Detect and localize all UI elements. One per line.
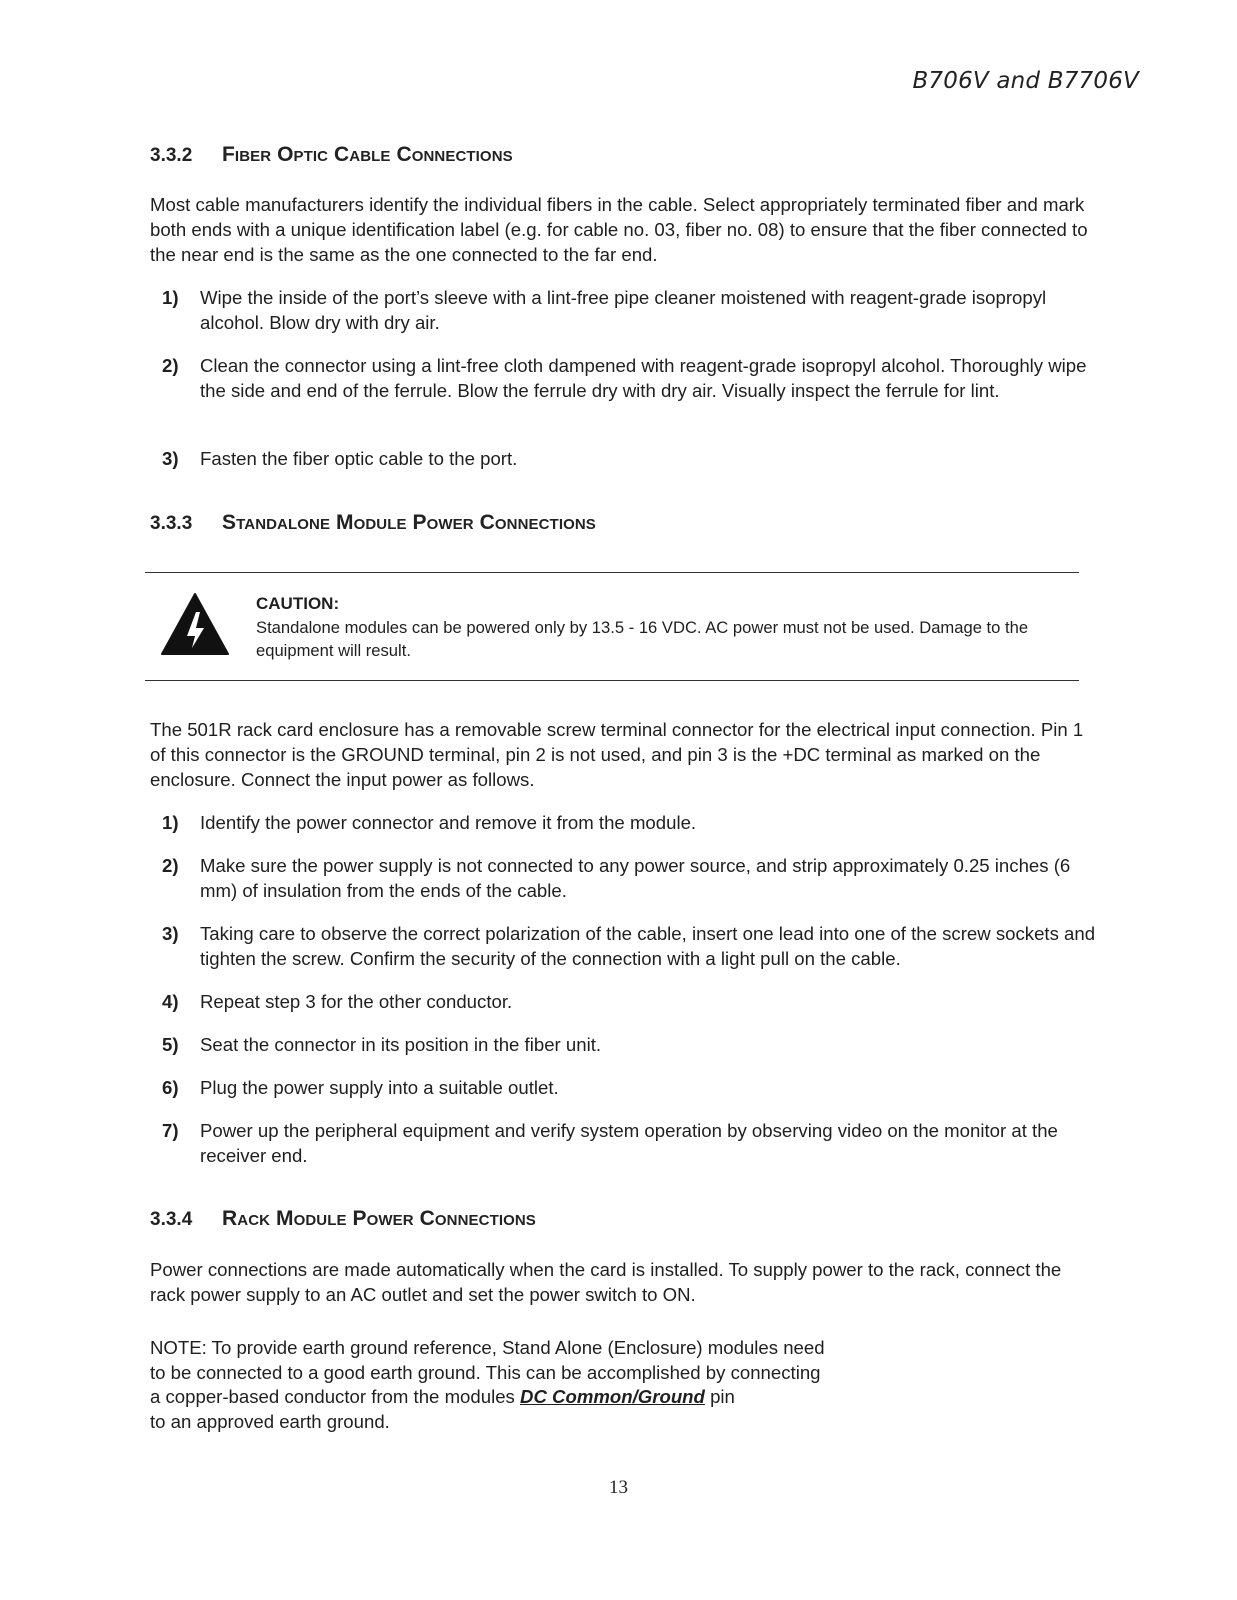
step-text: Fasten the fiber optic cable to the port. [200, 448, 518, 469]
power-step [150, 853, 1100, 903]
step-number: 2) [162, 355, 179, 376]
section-heading-3-3-4 [150, 1207, 536, 1231]
document-header-title: B706V and B7706V [912, 68, 1139, 94]
step-number: 4) [162, 991, 179, 1012]
note-line: NOTE: To provide earth ground reference, Stand Alone (Enclosure) modules need [150, 1337, 825, 1358]
step-text: Seat the connector in its position in the fiber unit. [200, 1034, 602, 1055]
caution-title: CAUTION: [256, 594, 340, 613]
earth-ground-note [150, 1336, 930, 1434]
power-step [150, 1075, 1100, 1100]
step-number: 6) [162, 1077, 179, 1098]
step-number: 2) [162, 855, 179, 876]
step-number: 3) [162, 448, 179, 469]
step-text: Power up the peripheral equipment and verify system operation by observing video on the monitor at the receiver end. [200, 1120, 1058, 1166]
step-text: Make sure the power supply is not connected to any power source, and strip approximately 0.25 inches (6 mm) of insulation from the ends of the cable. [200, 855, 1071, 901]
section-number: 3.3.3 [150, 513, 193, 534]
fiber-intro-paragraph: Most cable manufacturers identify the individual fibers in the cable. Select appropriately terminated fiber and mark both ends with a unique identification label (e.g. for cable no. 03, fiber no. 08) to ensure that the fiber connected to the near end is the same as the one connected to the far end. [150, 194, 1088, 265]
step-number: 5) [162, 1034, 179, 1055]
section-number: 3.3.4 [150, 1209, 193, 1230]
fiber-step [150, 353, 1100, 403]
caution-top-rule [145, 572, 1079, 573]
note-line: to be connected to a good earth ground. This can be accomplished by connecting [150, 1361, 821, 1383]
step-text: Plug the power supply into a suitable outlet. [200, 1077, 559, 1098]
note-text: pin [704, 1386, 735, 1407]
section-number: 3.3.2 [150, 145, 193, 166]
electrical-hazard-icon [160, 592, 230, 656]
note-line: to an approved earth ground. [150, 1410, 390, 1432]
step-number: 1) [162, 812, 179, 833]
fiber-step [150, 285, 1100, 335]
note-line [150, 1385, 930, 1410]
step-text: Clean the connector using a lint-free cloth dampened with reagent-grade isopropyl alcohol. Thoroughly wipe the side and end of the ferrule. Blow the ferrule dry with dry air. Visually inspect the ferrule for lint. [200, 355, 1087, 401]
caution-body: Standalone modules can be powered only by 13.5 - 16 VDC. AC power must not be used. Damage to the equipment will result. [256, 618, 1029, 660]
section-heading-3-3-2 [150, 143, 513, 167]
caution-bottom-rule [145, 680, 1079, 681]
step-text: Wipe the inside of the port’s sleeve with a lint-free pipe cleaner moistened with reagent-grade isopropyl alcohol. Blow dry with dry air. [200, 287, 1047, 333]
step-text: Repeat step 3 for the other conductor. [200, 991, 513, 1012]
section-title: Standalone Module Power Connections [222, 511, 596, 534]
power-step [150, 989, 1100, 1014]
step-text: Identify the power connector and remove it from the module. [200, 812, 697, 833]
section-title: Fiber Optic Cable Connections [222, 143, 513, 166]
step-text: Taking care to observe the correct polarization of the cable, insert one lead into one of the screw sockets and tighten the screw. Confirm the security of the connection with a light pull on the cable. [200, 923, 1096, 969]
power-step [150, 1118, 1100, 1168]
power-step [150, 810, 1100, 835]
power-intro-paragraph: The 501R rack card enclosure has a removable screw terminal connector for the electrical input connection. Pin 1 of this connector is the GROUND terminal, pin 2 is not used, and pin 3 is the +DC terminal as marked on the enclosure. Connect the input power as follows. [150, 719, 1084, 790]
note-text: a copper-based conductor from the modules [150, 1386, 521, 1407]
page-number: 13 [609, 1477, 628, 1498]
step-number: 7) [162, 1120, 179, 1141]
fiber-step [150, 446, 1100, 471]
rack-power-paragraph: Power connections are made automatically when the card is installed. To supply power to the rack, connect the rack power supply to an AC outlet and set the power switch to ON. [150, 1259, 1062, 1305]
step-number: 1) [162, 287, 179, 308]
section-heading-3-3-3 [150, 511, 596, 535]
section-title: Rack Module Power Connections [222, 1207, 536, 1230]
power-step [150, 921, 1100, 971]
dc-common-ground-reference: DC Common/Ground [520, 1386, 705, 1407]
power-step [150, 1032, 1100, 1057]
step-number: 3) [162, 923, 179, 944]
